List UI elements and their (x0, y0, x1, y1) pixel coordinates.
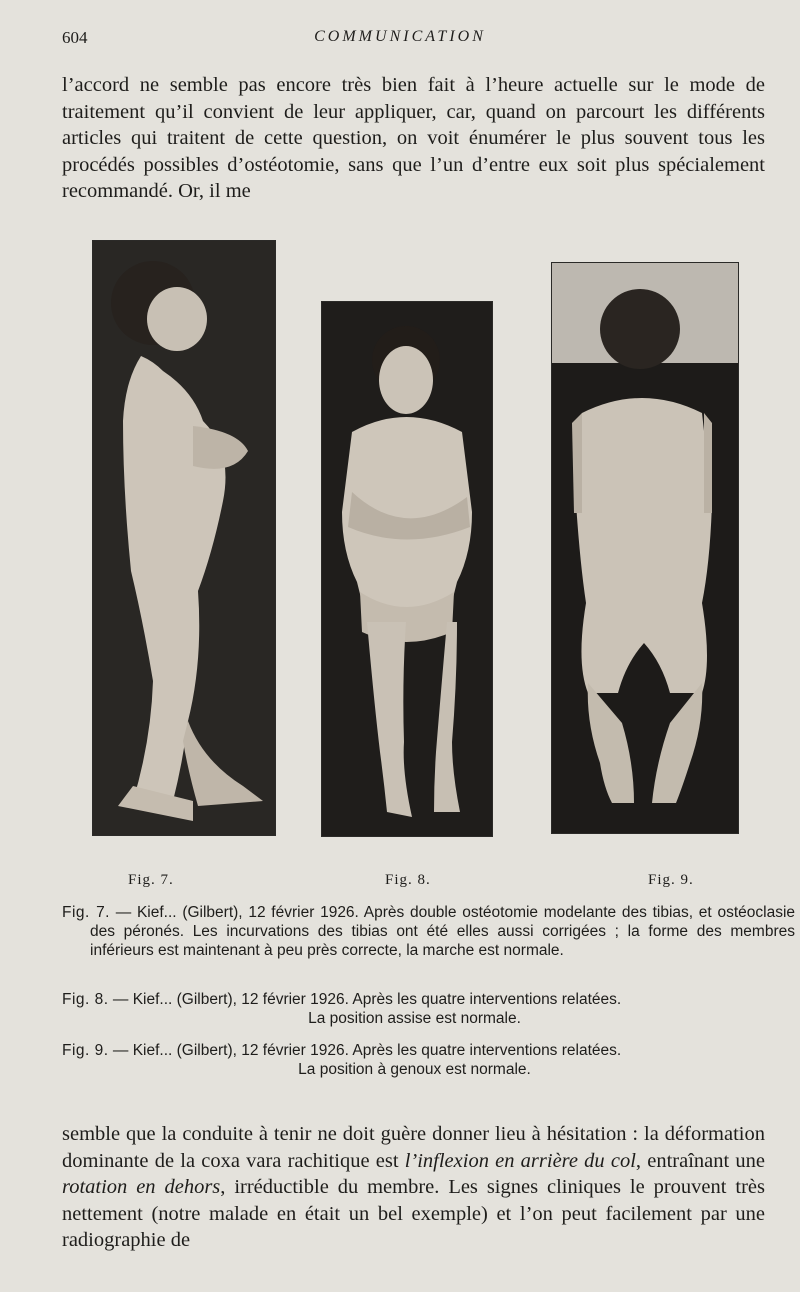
caption-second-line: La position à genoux est normale. (298, 1061, 531, 1078)
caption-text: — Kief... (Gilbert), 12 février 1926. Après double ostéotomie modelante des tibias, et ostéoclasie des péronés. Les incurvations des tibias ont été elles aussi corrigées ; la forme des membres inférieurs est maintenant à peu près correcte, la marche est normale. (90, 904, 796, 959)
paragraph-text: semble que la conduite à tenir ne doit guère donner lieu à hésitation : la déformation dominante de la coxa vara rachitique est (62, 1123, 765, 1172)
caption-text: — Kief... (Gilbert), 12 février 1926. Après les quatre interventions relatées. (112, 1042, 622, 1059)
figure-7-photo (92, 240, 276, 836)
italic-phrase: rotation en dehors (62, 1176, 221, 1198)
caption-figure-number: Fig. 8. (62, 991, 109, 1008)
bottom-paragraph (62, 1121, 765, 1254)
caption-figure-number: Fig. 7. (62, 904, 110, 921)
paragraph-text: , irréductible du membre. Les signes cliniques le prouvent très nettement (notre malade en était un bel exemple) et l’on peut facilement par une radiographie de (62, 1176, 765, 1251)
figure-9-photo (551, 262, 739, 834)
paragraph-text: , entraînant une (635, 1149, 765, 1172)
figure-8-label: Fig. 8. (385, 872, 431, 888)
running-head: COMMUNICATION (314, 28, 486, 45)
figure-8-photo (321, 301, 493, 837)
figure-7-caption (62, 903, 795, 960)
figure-7-label: Fig. 7. (128, 872, 174, 888)
figure-9-label: Fig. 9. (648, 872, 694, 888)
caption-figure-number: Fig. 9. (62, 1042, 109, 1059)
italic-phrase: l’inflexion en arrière du col (404, 1149, 636, 1172)
top-paragraph: l’accord ne semble pas encore très bien fait à l’heure actuelle sur le mode de traitement qu’il convient de leur appliquer, car, quand on parcourt les différents articles qui traitent de cette question, on voit énumérer le plus souvent tous les procédés possibles d’ostéotomie, sans que l’un d’entre eux soit plus spécialement recommandé. Or, il me (62, 74, 765, 202)
caption-text: — Kief... (Gilbert), 12 février 1926. Après les quatre interventions relatées. (112, 991, 622, 1008)
page-number: 604 (62, 28, 88, 47)
figure-8-caption (62, 990, 767, 1028)
figure-9-caption (62, 1041, 767, 1079)
caption-second-line: La position assise est normale. (308, 1010, 521, 1027)
